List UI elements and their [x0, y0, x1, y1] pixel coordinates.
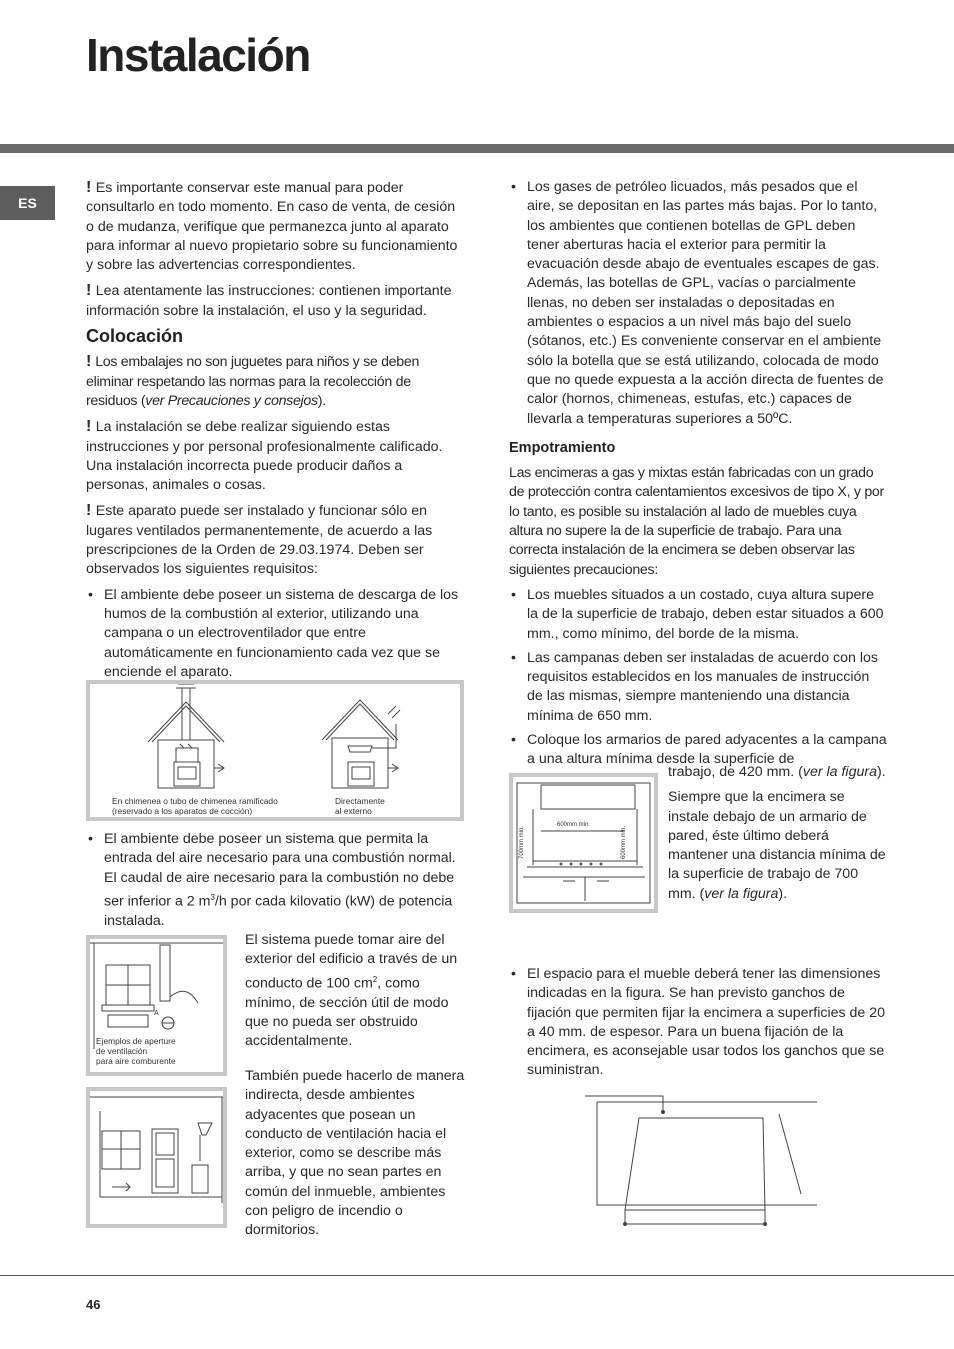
- label-700mm-vertical: 700mm min.: [519, 825, 525, 859]
- right-column-continued: [509, 965, 887, 1087]
- empotramiento-heading: Empotramiento: [509, 439, 616, 456]
- list-item: • Coloque los armarios de pared adyacentes a la campana a una altura mínima desde la superficie de: [509, 731, 887, 770]
- right-column: [509, 178, 887, 776]
- left-column: [86, 178, 464, 688]
- list-item: • El espacio para el mueble deberá tener las dimensiones indicadas en la figura. Se han previsto ganchos de fijación que permiten fijar la encimera a superficies de 20 a 40 mm. de espesor. Para un buena fijación de la encimera, es aconsejable usar todos los ganchos que se suministran.: [509, 965, 887, 1081]
- intro-paragraph-2: ! Lea atentamente las instrucciones: contienen importante información sobre la instalación, el uso y la seguridad.: [86, 282, 452, 319]
- colocacion-heading: Colocación: [86, 326, 184, 347]
- indirect-air-text: También puede hacerlo de manera indirecta, desde ambientes adyacentes que posean un conducto de ventilación hacia el exterior, como se describe más arriba, y que no sean partes en común del inmueble, ambientes con peligro de incendio o dormitorios.: [245, 1068, 465, 1239]
- wall-cabinet-text: trabajo, de 420 mm. (ver la figura). Siempre que la encimera se instale debajo de un armario de pared, éste último deberá mantener una distancia mínima de la superficie de trabajo de 700 mm. (ver la figura).: [668, 764, 886, 902]
- figure-caption-chimney: En chimenea o tubo de chimenea ramificado (reservado a los aparatos de cocción): [112, 796, 278, 816]
- label-600mm-horizontal: 600mm min.: [557, 822, 591, 828]
- figure-caption-external: Directamente al externo: [335, 796, 385, 816]
- figure-ventilation-openings: [86, 935, 227, 1076]
- list-item: • Los gases de petróleo licuados, más pesados que el aire, se depositan en las partes más bajas. Por lo tanto, los ambientes que contienen botellas de GPL deben tener aberturas hacia el exterior para permitir la evacuación desde abajo de eventuales escapes de gas. Además, las botellas de GPL, vacías o parcialmente llenas, no deben ser instaladas o depositadas en ambientes o espacios a un nivel más bajo del suelo (sótanos, etc.) Es conveniente conservar en el ambiente sólo la botella que se está utilizando, colocada de modo que no quede expuesta a la acción directa de fuentes de calor (hornos, chimeneas, estufas, etc.) capaces de llevarla a temperaturas superiores a 50ºC.: [509, 178, 887, 429]
- empotramiento-paragraph: Las encimeras a gas y mixtas están fabricadas con un grado de protección contra calentamientos excesivos de tipo X, y por lo tanto, es posible su instalación al lado de muebles cuya altura no supere la de la superficie de trabajo. Para una correcta instalación de la encimera se deben observar las siguientes precauciones:: [509, 465, 884, 578]
- figure-label-a: A: [154, 1010, 159, 1017]
- figure-indirect-ventilation: [86, 1087, 227, 1228]
- page-number: 46: [86, 1297, 101, 1312]
- cutout-dimensions-diagram: [585, 1090, 820, 1235]
- bottom-divider: [0, 1275, 954, 1276]
- list-item: • El ambiente debe poseer un sistema de descarga de los humos de la combustión al exterior, utilizando una campana o un electroventilador que entre automáticamente en funcionamiento cada vez que se enciende el aparato.: [86, 586, 464, 682]
- intro-paragraph-1: ! Es importante conservar este manual para poder consultarlo en todo momento. En caso de venta, de cesión o de mudanza, verifique que permanezca junto al aparato para informar al nuevo propietario sobre su funcionamiento y sobre las advertencias correspondientes.: [86, 179, 458, 274]
- top-divider: [0, 144, 954, 153]
- colocacion-paragraph-2: ! La instalación se debe realizar siguiendo estas instrucciones y por personal profesionalmente calificado. Una instalación incorrecta puede producir daños a personas, animales o cosas.: [86, 418, 443, 494]
- list-item: • El ambiente debe poseer un sistema que permita la entrada del aire necesario para una combustión normal. El caudal de aire necesario para la combustión no debe ser inferior a 2 $m^3/h$ por cada kilovatio (kW) de potencia instalada.: [86, 830, 464, 931]
- colocacion-paragraph-3: ! Este aparato puede ser instalado y funcionar sólo en lugares ventilados permanentemente, de acuerdo a las prescripciones de la Orden de 29.03.1974. Deben ser observados los siguientes requisitos:: [86, 502, 433, 578]
- label-600mm-vertical: 600mm min.: [621, 825, 627, 859]
- clearance-diagram: [513, 777, 654, 909]
- list-item: • Las campanas deben ser instaladas de acuerdo con los requisitos establecidos en los manuales de instrucción de las mismas, siempre manteniendo una distancia mínima de 650 mm.: [509, 649, 887, 726]
- figure-smoke-exhaust: [86, 680, 464, 821]
- figure-caption-ventilation: Ejemplos de aperture de ventilación para aire comburente: [96, 1036, 176, 1066]
- figure-clearance-dimensions: [509, 773, 658, 913]
- left-column-continued: [86, 830, 464, 937]
- page-title: Instalación: [86, 29, 310, 81]
- air-intake-text: El sistema puede tomar aire del exterior del edificio a través de un conducto de 100 $cm^2$, como mínimo, de sección útil de modo que no pueda ser obstruido accidentalmente.: [245, 932, 458, 1050]
- list-item: • Los muebles situados a un costado, cuya altura supere la de la superficie de trabajo, deben estar situados a 600 mm., como mínimo, del borde de la misma.: [509, 586, 887, 644]
- language-tab: ES: [0, 186, 55, 220]
- colocacion-paragraph-1: ! Los embalajes no son juguetes para niños y se deben eliminar respetando las normas para la recolección de residuos (ver Precauciones y consejos).: [86, 353, 420, 409]
- indirect-ventilation-diagram: [90, 1091, 223, 1224]
